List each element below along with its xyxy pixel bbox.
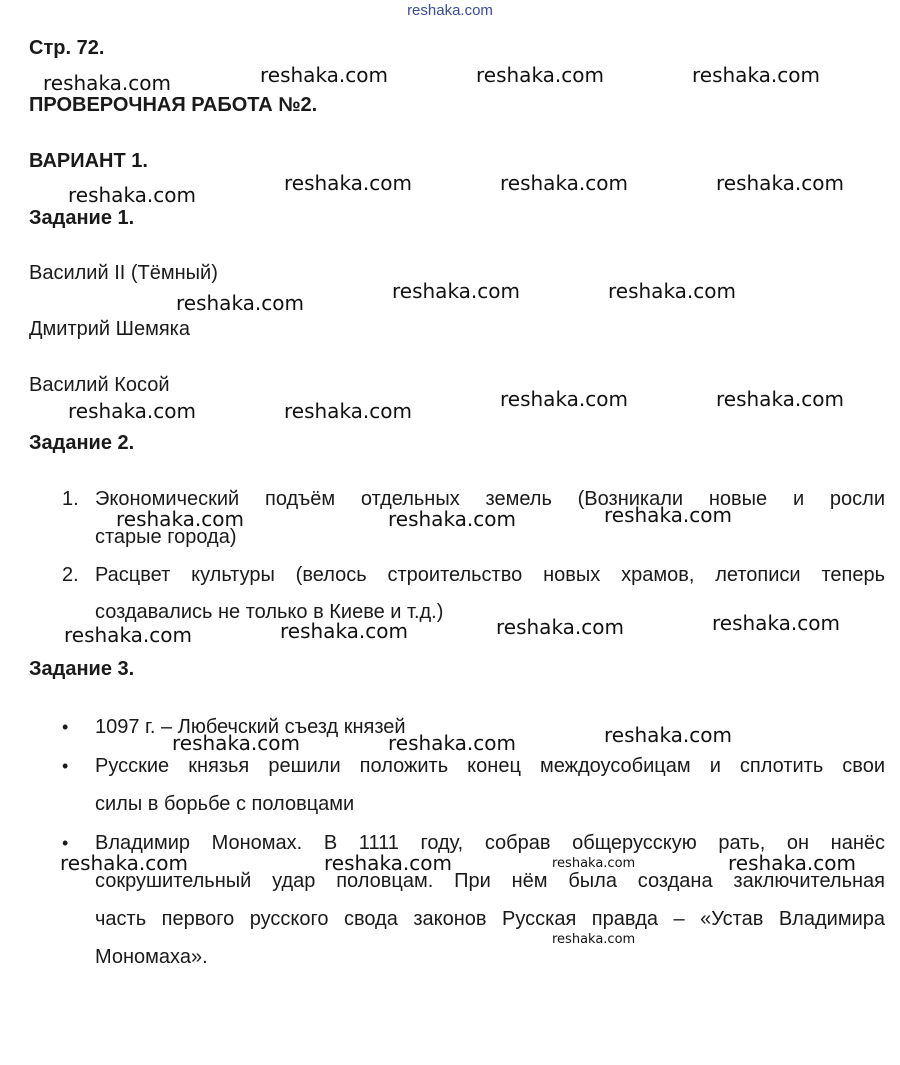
- watermark: reshaka.com: [604, 503, 732, 527]
- bullet: •: [62, 717, 69, 737]
- list-number: 2.: [62, 564, 79, 586]
- list-item-line: Русские князья решили положить конец междоусобицам и сплотить свои: [95, 755, 885, 777]
- list-number: 1.: [62, 488, 79, 510]
- bullet: •: [62, 833, 69, 853]
- list-item-line: Расцвет культуры (велось строительство новых храмов, летописи теперь: [95, 564, 885, 586]
- list-item-line: Мономаха».: [95, 946, 208, 968]
- list-item-line: создавались не только в Киеве и т.д.): [95, 601, 444, 623]
- watermark: reshaka.com: [496, 615, 624, 639]
- watermark: reshaka.com: [280, 619, 408, 643]
- watermark: reshaka.com: [324, 851, 452, 875]
- list-item-line: старые города): [95, 526, 237, 548]
- watermark: reshaka.com: [604, 723, 732, 747]
- watermark: reshaka.com: [392, 279, 520, 303]
- list-item-line: сокрушительный удар половцам. При нём была создана заключительная: [95, 870, 885, 892]
- list-item-line: 1097 г. – Любечский съезд князей: [95, 716, 406, 738]
- watermark: reshaka.com: [68, 399, 196, 423]
- watermark: reshaka.com: [64, 623, 192, 647]
- task1-name: Дмитрий Шемяка: [29, 318, 190, 340]
- watermark: reshaka.com: [260, 63, 388, 87]
- watermark-small: reshaka.com: [552, 932, 636, 947]
- watermark: reshaka.com: [388, 507, 516, 531]
- list-item-line: силы в борьбе с половцами: [95, 793, 355, 815]
- list-item-line: Владимир Мономах. В 1111 году, собрав общерусскую рать, он нанёс: [95, 832, 885, 854]
- watermark: reshaka.com: [60, 851, 188, 875]
- task3-heading: Задание 3.: [29, 658, 135, 680]
- watermark: reshaka.com: [500, 171, 628, 195]
- watermark: reshaka.com: [608, 279, 736, 303]
- task1-name: Василий II (Тёмный): [29, 262, 218, 284]
- watermark: reshaka.com: [176, 291, 304, 315]
- variant-heading: ВАРИАНТ 1.: [29, 150, 148, 172]
- watermark: reshaka.com: [712, 611, 840, 635]
- task1-name: Василий Косой: [29, 374, 170, 396]
- watermark: reshaka.com: [476, 63, 604, 87]
- watermark: reshaka.com: [692, 63, 820, 87]
- task2-heading: Задание 2.: [29, 432, 135, 454]
- page-number: Стр. 72.: [29, 37, 105, 59]
- watermark: reshaka.com: [284, 399, 412, 423]
- watermark-small: reshaka.com: [552, 856, 636, 871]
- watermark: reshaka.com: [68, 183, 196, 207]
- watermark: reshaka.com: [116, 507, 244, 531]
- watermark: reshaka.com: [172, 731, 300, 755]
- site-header-link[interactable]: reshaka.com: [407, 2, 493, 19]
- watermark: reshaka.com: [43, 71, 171, 95]
- watermark: reshaka.com: [284, 171, 412, 195]
- watermark: reshaka.com: [716, 171, 844, 195]
- bullet: •: [62, 756, 69, 776]
- watermark: reshaka.com: [388, 731, 516, 755]
- watermark: reshaka.com: [728, 851, 856, 875]
- document-title: ПРОВЕРОЧНАЯ РАБОТА №2.: [29, 94, 318, 116]
- watermark: reshaka.com: [716, 387, 844, 411]
- list-item-line: часть первого русского свода законов Русская правда – «Устав Владимира: [95, 908, 885, 930]
- watermark: reshaka.com: [500, 387, 628, 411]
- list-item-line: Экономический подъём отдельных земель (Возникали новые и росли: [95, 488, 885, 510]
- task1-heading: Задание 1.: [29, 207, 135, 229]
